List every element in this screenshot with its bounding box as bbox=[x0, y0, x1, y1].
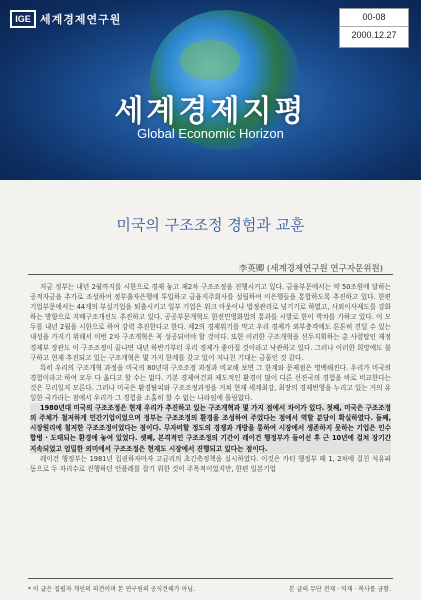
highlighted-paragraph: 1980년대 미국의 구조조정은 현재 우리가 추진하고 있는 구조개혁과 몇 가지 점에서 차이가 있다. 첫째, 미국은 구조조정의 주체가 철저하게 민간기업이었으며 정부는 구조조정의 환경을 조성하여 주었다는 점에서 역할 분담이 확실하였다. 둘째, 시장원리에 철저한 구조조정이었다는 점이다. 무자비할 정도의 경쟁과 개방을 통하여 시장에서 생존하지 못하는 기업은 인수합병 · 도태되는 환경에 놓여 있었다. 셋째, 본격적인 구조조정의 기간이 레이건 행정부가 들어선 후 근 10년에 걸쳐 장기간 지속되었고 엄밀한 의미에서 구조조정은 현재도 시장에서 진행되고 있다는 점이다. bbox=[30, 404, 391, 453]
article-title: 미국의 구조조정 경험과 교훈 bbox=[116, 216, 305, 234]
issue-date: 2000.12.27 bbox=[351, 30, 397, 40]
paragraph: 특히 우리의 구조개혁 과정을 미국의 80년대 구조조정 과정과 비교해 보면 그 한계와 문제점은 명백해진다. 우리가 미국의 경험이라고 하여 모두 다 옳다고 할 수는 없다. 기본 경제여건과 제도적인 환경이 많이 다른 선진국의 경험을 바로 비교한다는 것은 무리일지 모른다. 그러나 미국은 환경탈피와 구조조정과정을 거쳐 현재 세계최강, 최장의 경제번영을 누리고 있는 거의 유일한 국가라는 점에서 우리가 그 경험을 소홀히 할 수 없는 나라임에 틀림없다. bbox=[30, 363, 391, 403]
logo-mark: IGE bbox=[10, 10, 36, 28]
header-banner bbox=[0, 0, 421, 180]
divider bbox=[28, 274, 393, 275]
disclaimer-note: * 이 글은 집필자 개인의 의견이며 본 연구원의 공식견해가 아님. bbox=[28, 586, 195, 593]
publication-title: 세계경제지평 bbox=[114, 94, 307, 129]
issue-number: 00-08 bbox=[340, 9, 408, 27]
institute-logo bbox=[10, 10, 121, 28]
article-body bbox=[30, 282, 391, 474]
copyright-note: 본 글의 무단 전재 · 역재 · 복사를 금함. bbox=[288, 586, 391, 593]
article-author: 李英卿 (세계경제연구원 연구자문위원) bbox=[238, 264, 383, 274]
footer-divider bbox=[28, 578, 393, 579]
publication-subtitle: Global Economic Horizon bbox=[137, 126, 284, 141]
paragraph: 지금 정부는 내년 2월까지를 시한으로 경제 놓고 제2차 구조조정을 진행시키고 있다. 금융부문에서는 약 50조원에 달하는 공적자금을 추가로 조성하여 정부출자은행에 투입하고 금융지주회사를 설립하여 이은행들을 통합하도록 추진하고 있다. 한편 기업부문에서는 44개의 부실기업을 퇴출시키고 일부 기업은 워크 아웃이나 법정관리로 넘기기로 하였고, 사외이사제도를 강화하는 방향으로 지배구조개선도 추진하고 있다. 공공부문개혁도 한전민영화법의 통과를 시발로 한이 박차를 가하고 있다. 이 모두를 내년 2월을 시한으로 하여 강력 추진한다고 한다. 제2의 경제위기를 막고 우리 경제가 외부충격에도 튼튼히 견딜 수 있는 내성을 가지기 위해서 이번 2차 구조개혁은 꼭 성공되어야 할 것이다. 또한 이러한 구조개혁을 선두지휘하는 총 사령탑인 재정경제부 장관도 이 구조조정이 끝나면 내년 하반기부터 우리 경제가 좋아질 것이라고 낙관하고 있다. 그러나 이러한 희망에도 불구하고 현재 추진되고 있는 구조개혁은 몇 가지 한계를 갖고 있어 지나친 기대는 금물인 것 같다. bbox=[30, 283, 391, 362]
issue-box bbox=[339, 8, 409, 48]
paragraph: 레이건 행정부는 1981년 집권하자마자 고금리의 초긴축정책을 실시하였다. 이것은 카터 행정부 때 1, 2차에 걸친 석유파동으로 두 자리수로 진행하던 인플레를 잡기 위한 것이 주목적이었지만, 한편 일본기업 bbox=[30, 454, 391, 473]
institute-name: 세계경제연구원 bbox=[40, 13, 122, 26]
